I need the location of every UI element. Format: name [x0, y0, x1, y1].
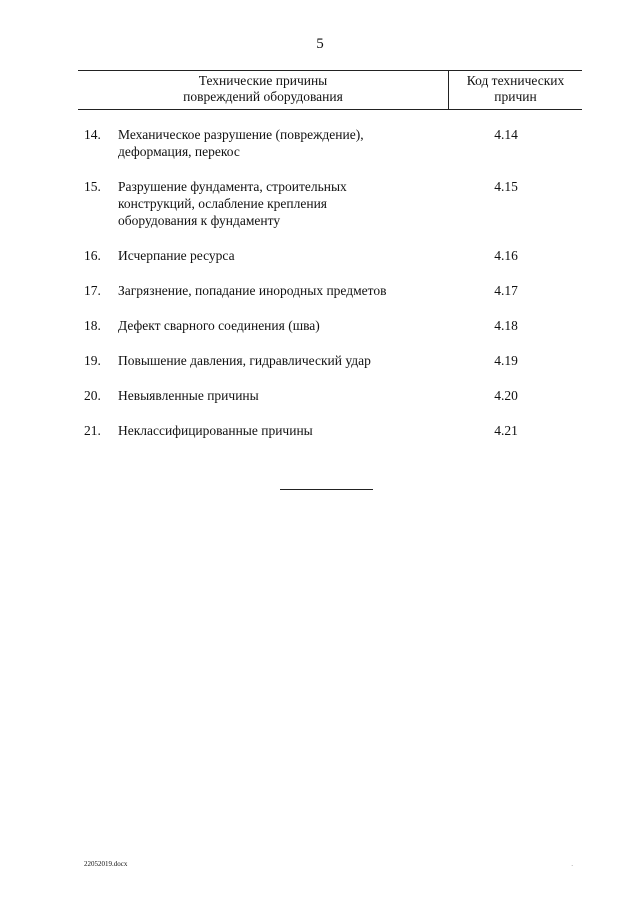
- row-description: [118, 387, 418, 404]
- table-row: [84, 422, 584, 439]
- row-description: [118, 126, 418, 160]
- row-line: Исчерпание ресурса: [118, 248, 235, 263]
- row-number: 14.: [84, 127, 101, 142]
- page-number: 5: [316, 36, 324, 52]
- row-line: Повышение давления, гидравлический удар: [118, 353, 371, 368]
- row-number: 15.: [84, 179, 101, 194]
- row-number: 16.: [84, 248, 101, 263]
- table-row: [84, 282, 584, 299]
- header-code-line1: Код технических: [466, 73, 565, 88]
- header-causes-line2: повреждений оборудования: [183, 89, 343, 104]
- table-row: [84, 352, 584, 369]
- row-description: [118, 317, 418, 334]
- row-code: 4.14: [494, 127, 518, 142]
- header-code: [449, 73, 582, 105]
- row-number: 18.: [84, 318, 101, 333]
- table-row: [84, 247, 584, 264]
- row-number: 17.: [84, 283, 101, 298]
- row-code: 4.17: [494, 283, 518, 298]
- table-row: [84, 126, 584, 160]
- row-number: 21.: [84, 423, 101, 438]
- footer-filename: 22052019.docx: [84, 860, 128, 868]
- row-code: 4.18: [494, 318, 518, 333]
- table-header: [78, 70, 582, 110]
- row-code: 4.21: [494, 423, 518, 438]
- row-description: [118, 282, 448, 299]
- row-code: 4.20: [494, 388, 518, 403]
- row-description: [118, 422, 418, 439]
- row-line: оборудования к фундаменту: [118, 213, 281, 228]
- row-description: [118, 247, 418, 264]
- row-code: 4.16: [494, 248, 518, 263]
- row-number: 20.: [84, 388, 101, 403]
- header-code-line2: причин: [494, 89, 537, 104]
- end-of-table-rule: [280, 489, 373, 490]
- row-line: конструкций, ослабление крепления: [118, 196, 328, 211]
- row-line: Неклассифицированные причины: [118, 423, 313, 438]
- row-description: [118, 352, 448, 369]
- row-line: Невыявленные причины: [118, 388, 259, 403]
- row-line: Разрушение фундамента, строительных: [118, 179, 347, 194]
- row-line: Загрязнение, попадание инородных предметов: [118, 283, 387, 298]
- scan-dot: ·: [571, 862, 574, 870]
- header-causes-line1: Технические причины: [198, 73, 328, 88]
- table-row: [84, 317, 584, 334]
- row-number: 19.: [84, 353, 101, 368]
- row-line: Механическое разрушение (повреждение),: [118, 127, 364, 142]
- row-line: деформация, перекос: [118, 144, 240, 159]
- cause-list: [84, 126, 584, 439]
- row-code: 4.15: [494, 179, 518, 194]
- table-row: [84, 387, 584, 404]
- row-code: 4.19: [494, 353, 518, 368]
- row-line: Дефект сварного соединения (шва): [118, 318, 320, 333]
- row-description: [118, 178, 418, 229]
- header-causes: [78, 73, 448, 105]
- table-row: [84, 178, 584, 229]
